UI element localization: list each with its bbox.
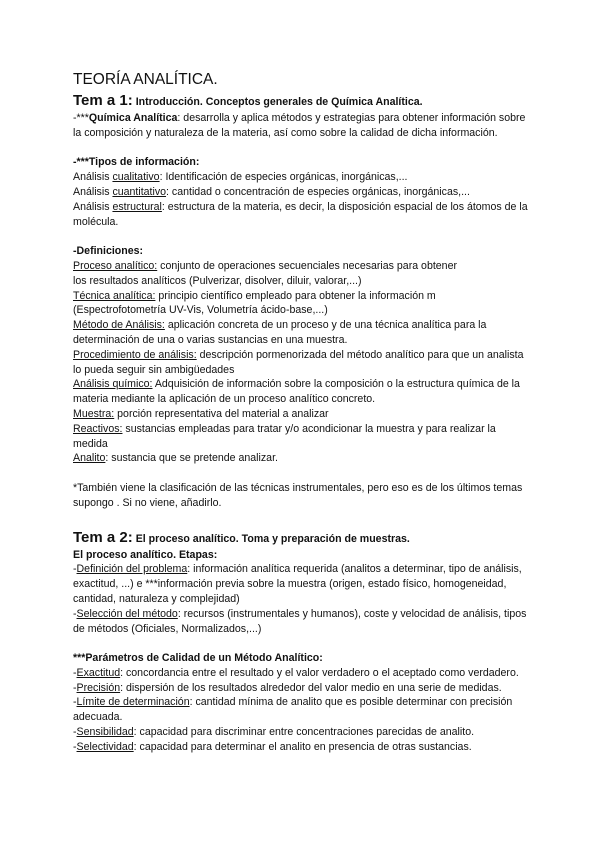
quimica-analitica-definition: -***Química Analítica: desarrolla y aplica métodos y estrategias para obtener información sobre la composición y naturaleza de la materia, así como sobre la calidad de dicha información. xyxy=(73,112,526,139)
definicion-item: Análisis químico: Adquisición de información sobre la composición o la estructura química de la materia mediante la aplicación de un proceso analítico concreto. xyxy=(73,378,520,406)
tipo-item: Análisis cuantitativo: cantidad o concentración de especies orgánicas, inorgánicas,... xyxy=(73,185,470,198)
parametro-item: -Precisión: dispersión de los resultados alrededor del valor medio en una serie de medidas. xyxy=(73,681,502,694)
tipo-item: Análisis estructural: estructura de la materia, es decir, la disposición espacial de los átomos de la molécula. xyxy=(73,200,528,228)
definicion-item: Técnica analítica: principio científico empleado para obtener la información m (Espectrofotometría UV-Vis, Volumetría ácido-base,...) xyxy=(73,289,436,317)
etapa-item: -Selección del método: recursos (instrumentales y humanos), coste y velocidad de análisis, tipos de métodos (Oficiales, Normalizados,...) xyxy=(73,607,527,635)
definicion-item: Proceso analítico: conjunto de operaciones secuenciales necesarias para obtener los resultados analíticos (Pulverizar, disolver, diluir, valorar,...) xyxy=(73,259,457,287)
tipos-heading: -***Tipos de información: xyxy=(73,156,200,169)
tema-1-heading xyxy=(73,92,528,111)
tipo-item: Análisis cualitativo: Identificación de especies orgánicas, inorgánicas,... xyxy=(73,171,408,184)
tema-2-title: El proceso analítico. Toma y preparación de muestras. xyxy=(132,532,410,545)
definiciones-heading: -Definiciones: xyxy=(73,245,144,258)
document-page xyxy=(73,70,528,755)
quimica-analitica-term: Química Analítica xyxy=(88,112,178,124)
tema-1-number: Tem a 1: xyxy=(73,92,133,109)
parametro-item: -Sensibilidad: capacidad para discriminar entre concentraciones parecidas de analito. xyxy=(73,726,475,739)
definicion-item: Reactivos: sustancias empleadas para tratar y/o acondicionar la muestra y para realizar la medida xyxy=(73,422,496,450)
document-title: TEORÍA ANALÍTICA. xyxy=(73,71,218,88)
definicion-item: Método de Análisis: aplicación concreta de un proceso y de una técnica analítica para la determinación de una o varias sustancias en una muestra. xyxy=(73,319,487,346)
definicion-item: Analito: sustancia que se pretende analizar. xyxy=(73,452,278,465)
definicion-item: Procedimiento de análisis: descripción pormenorizada del método analítico para que un analista lo pueda seguir sin ambigüedades xyxy=(73,348,524,376)
tema-2-number: Tem a 2: xyxy=(73,528,133,546)
parametro-item: -Selectividad: capacidad para determinar el analito en presencia de otras sustancias. xyxy=(73,740,472,753)
parametros-heading: ***Parámetros de Calidad de un Método Analítico: xyxy=(73,652,323,665)
parametro-item: -Exactitud: concordancia entre el resultado y el valor verdadero o el aceptado como verdadero. xyxy=(73,666,519,679)
definicion-item: Muestra: porción representativa del material a analizar xyxy=(73,407,329,420)
note-text: *También viene la clasificación de las técnicas instrumentales, pero eso es de los últimos temas supongo . Si no viene, añadirlo. xyxy=(73,481,523,509)
etapa-item: -Definición del problema: información analítica requerida (analitos a determinar, tipo de análisis, exactitud, ...) e ***información previa sobre la muestra (origen, estado físico, homogeneidad, cantidad, naturaleza y complejidad) xyxy=(73,563,522,605)
parametro-item: -Límite de determinación: cantidad mínima de analito que es posible determinar con precisión adecuada. xyxy=(73,696,513,724)
tema-2-heading xyxy=(73,529,528,548)
etapas-heading: El proceso analítico. Etapas: xyxy=(73,548,218,561)
tema-1-title: Introducción. Conceptos generales de Química Analítica. xyxy=(132,96,423,108)
